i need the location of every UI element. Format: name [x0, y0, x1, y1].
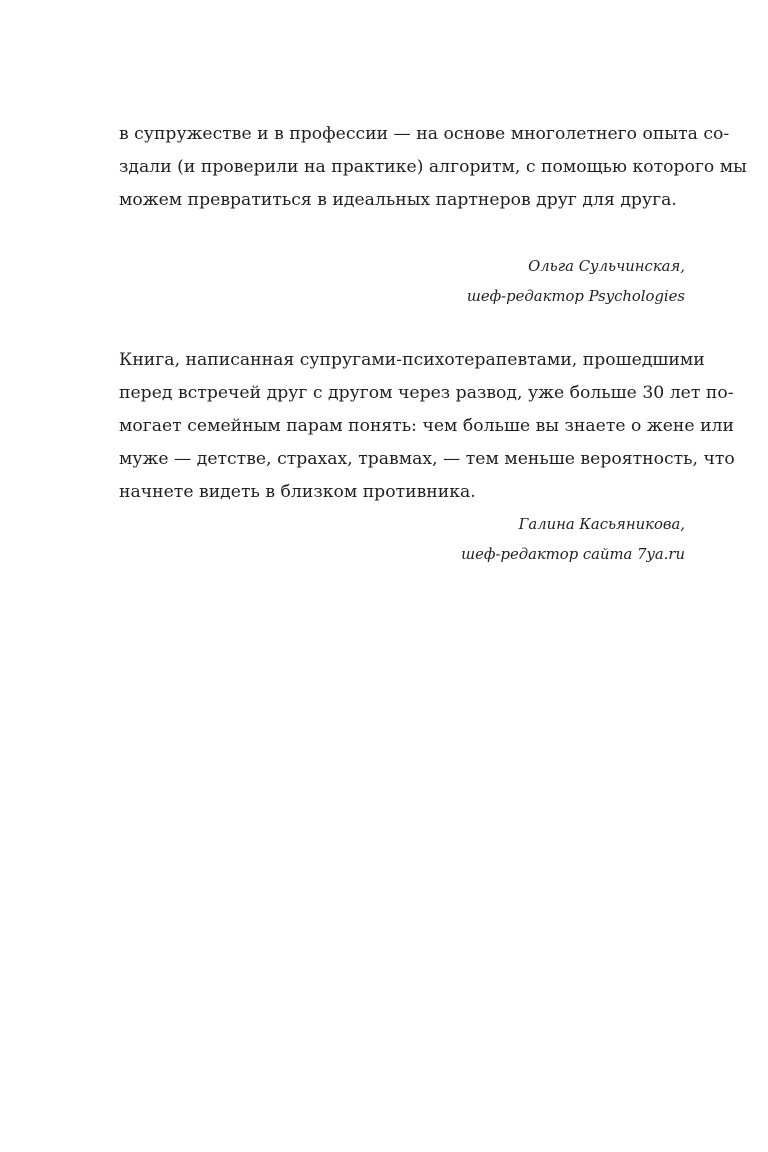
text-line: Книга, написанная супругами-психотерапевтами, прошедшими: [119, 350, 705, 370]
text-line: начнете видеть в близком противника.: [119, 482, 476, 502]
author-name: Ольга Сульчинская,: [528, 258, 685, 275]
review-paragraph-1: [119, 118, 747, 217]
text-line: можем превратиться в идеальных партнеров друг для друга.: [119, 190, 677, 210]
text-line: могает семейным парам понять: чем больше вы знаете о жене или: [119, 416, 734, 436]
text-line: здали (и проверили на практике) алгоритм, с помощью которого мы: [119, 157, 747, 177]
text-line: в супружестве и в профессии — на основе многолетнего опыта со-: [119, 124, 730, 144]
review-paragraph-2: [119, 344, 735, 509]
author-title: шеф-редактор сайта 7ya.ru: [461, 546, 685, 563]
text-line: перед встречей друг с другом через развод, уже больше 30 лет по-: [119, 383, 734, 403]
review-attribution-1: [467, 252, 685, 312]
author-name: Галина Касьяникова,: [518, 516, 685, 533]
text-line: муже — детстве, страхах, травмах, — тем меньше вероятность, что: [119, 449, 735, 469]
review-attribution-2: [461, 510, 685, 570]
author-title: шеф-редактор Psychologies: [466, 288, 685, 305]
